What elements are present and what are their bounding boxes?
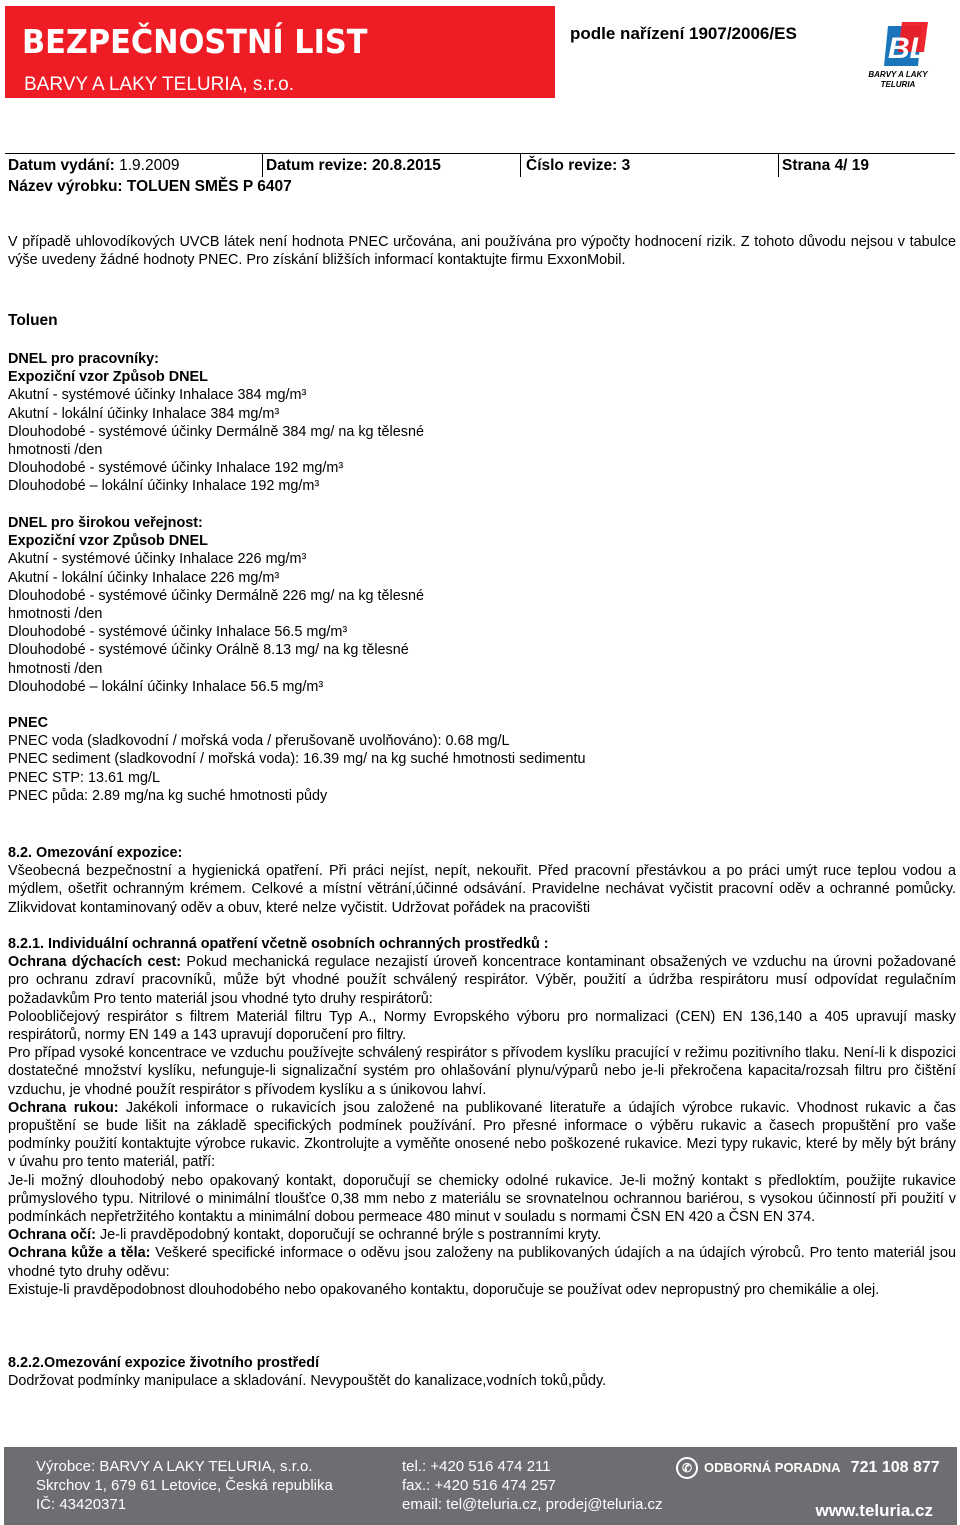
- logo-line2: TELURIA: [880, 80, 916, 89]
- hand-label: Ochrana rukou:: [8, 1099, 119, 1116]
- section-8-2-2: [8, 1354, 956, 1390]
- section-8-2: [8, 844, 956, 917]
- revision-number: [526, 157, 630, 175]
- pnec-line: PNEC voda (sladkovodní / mořská voda / přerušovaně uvolňováno): 0.68 mg/L: [8, 733, 510, 750]
- skin-label: Ochrana kůže a těla:: [8, 1245, 151, 1262]
- dnel-line: hmotnosti /den: [8, 660, 103, 677]
- document-footer: [4, 1447, 957, 1525]
- section-8-2-2-heading: 8.2.2.Omezování expozice životního prostředí: [8, 1355, 320, 1371]
- advice-line: [676, 1457, 951, 1479]
- hand-text-2: Je-li možný dlouhodobý nebo opakovaný kontakt, doporučují se chemicky odolné rukavice. Je-li možný kontakt s předloktím, použijte rukavice průmyslového typu. Nitrilové o minimální tloušťce 0,38 mm nebo z materiálu se srovnatelnou ochrannou bariérou, s vysokou účinností při použití v podmínkách nepřetržitého kontaktu a minimální dobou permeace 480 minut v souladu s normami ČSN EN 420 a ČSN EN 374.: [8, 1172, 956, 1226]
- hand-text: Jakékoli informace o rukavicích jsou založené na publikované literatuře a údajích výrobce rukavic. Vhodnost rukavic a čas propuštění se bude lišit na základě specifických podmínek používání. Pro přesné informace o výběru rukavic a časech propuštění pro vaše podmínky použití kontaktujte výrobce rukavic. Zkontrolujte a vyměňte onosené nebo poškozené rukavice. Mezi typy rukavic, které by měly být brány v úvahu pro tento materiál, patří:: [8, 1099, 956, 1171]
- dnel-line: Akutní - lokální účinky Inhalace 384 mg/m³: [8, 405, 280, 422]
- pnec-line: PNEC STP: 13.61 mg/L: [8, 769, 160, 786]
- section-8-2-2-text: Dodržovat podmínky manipulace a skladování. Nevypouštět do kanalizace,vodních toků,půdy.: [8, 1373, 607, 1390]
- pnec-line: PNEC půda: 2.89 mg/na kg suché hmotnosti půdy: [8, 787, 328, 804]
- footer-fax: fax.: +420 516 474 257: [402, 1477, 556, 1494]
- product-value: TOLUEN SMĚS P 6407: [126, 178, 292, 195]
- header-company: BARVY A LAKY TELURIA, s.r.o.: [24, 74, 295, 95]
- dnel-line: Akutní - systémové účinky Inhalace 384 mg/m³: [8, 387, 307, 404]
- dnel-line: Dlouhodobé - systémové účinky Orálně 8.13 mg/ na kg tělesné: [8, 642, 409, 659]
- footer-contact-info: [402, 1457, 663, 1514]
- skin-protection: [8, 1244, 956, 1280]
- document-header: [0, 0, 960, 112]
- eye-text: Je-li pravděpodobný kontakt, doporučují se ochranné brýle s postranními kryty.: [95, 1227, 602, 1244]
- skin-text: Veškeré specifické informace o oděvu jsou založeny na publikovaných údajích a na údajích výrobců. Pro tento materiál jsou vhodné tyto druhy oděvu:: [8, 1245, 957, 1280]
- dnel-line: Akutní - lokální účinky Inhalace 226 mg/m³: [8, 569, 280, 586]
- svg-text:BL: BL: [888, 32, 928, 65]
- respiratory-text-3: Pro případ vysoké koncentrace ve vzduchu používejte schválený respirátor s přívodem kyslíku pracující v režimu pozitivního tlaku. Není-li k dispozici dostatečné množství kyslíku, nefunguje-li signalizační systém pro ohlašování plynu/výparů nebo je-li překročena kapacita/rozsah filtru pro čištění vzduchu, je vhodné použít respirátor s přívodem kyslíku a s únikovou lahví.: [8, 1045, 956, 1098]
- footer-email: email: tel@teluria.cz, prodej@teluria.cz: [402, 1496, 663, 1513]
- page-number: [782, 157, 869, 175]
- section-8-2-1: [8, 935, 956, 1299]
- intro-paragraph: V případě uhlovodíkových UVCB látek není hodnota PNEC určována, ani používána pro výpočty hodnocení rizik. Z tohoto důvodu nejsou v tabulce výše uvedeny žádné hodnoty PNEC. Pro získání bližších informací kontaktujte firmu ExxonMobil.: [8, 234, 956, 269]
- section-8-2-text: Všeobecná bezpečnostní a hygienická opatření. Při práci nejíst, nepít, nekouřit. Před pracovní přestávkou a po práci umýt ruce teplou vodou a mýdlem, ošetřit ochranným krémem. Celkové a místní větrání,účinné odsávání. Pravidelne nechávat vyčistit pracovní oděv a ochranné pomůcky. Zlikvidovat kontaminovaný oděv a obuv, které nelze vyčistit. Udržovat pořádek na pracovišti: [8, 863, 956, 916]
- dnel-line: Dlouhodobé - systémové účinky Inhalace 192 mg/m³: [8, 460, 344, 477]
- revision-number-value: 3: [621, 157, 631, 174]
- revision-date-label: Datum revize:: [266, 157, 368, 174]
- dnel-line: Dlouhodobé - systémové účinky Dermálně 226 mg/ na kg tělesné: [8, 587, 424, 604]
- dnel-line: Dlouhodobé – lokální účinky Inhalace 192 mg/m³: [8, 478, 320, 495]
- section-8-2-1-heading: 8.2.1. Individuální ochranná opatření včetně osobních ochranných prostředků :: [8, 936, 549, 952]
- product-name: [8, 178, 292, 196]
- dnel-line: Akutní - systémové účinky Inhalace 226 mg/m³: [8, 551, 307, 568]
- skin-text-2: Existuje-li pravděpodobnost dlouhodobého nebo opakovaného kontaktu, doporučuje se používat odev nepropustný pro chemikálie a olej.: [8, 1281, 880, 1298]
- substance-heading: Toluen: [8, 312, 58, 329]
- eye-label: Ochrana očí:: [8, 1227, 96, 1244]
- phone-icon: ✆: [676, 1457, 698, 1479]
- hand-protection: [8, 1099, 956, 1172]
- revision-date-value: 20.8.2015: [371, 157, 441, 174]
- advice-label: ODBORNÁ PORADNA: [704, 1459, 841, 1475]
- info-divider: [262, 153, 263, 177]
- footer-tel: tel.: +420 516 474 211: [402, 1458, 551, 1475]
- dnel-public-heading: DNEL pro širokou veřejnost:: [8, 515, 203, 531]
- pnec-line: PNEC sediment (sladkovodní / mořská voda): 16.39 mg/ na kg suché hmotnosti sedimentu: [8, 751, 586, 768]
- pnec-heading: PNEC: [8, 715, 48, 731]
- footer-manufacturer: Výrobce: BARVY A LAKY TELURIA, s.r.o.: [36, 1458, 313, 1475]
- pnec-section: [8, 714, 956, 805]
- footer-advice: [676, 1453, 951, 1519]
- eye-protection: [8, 1226, 956, 1244]
- dnel-line: Dlouhodobé - systémové účinky Inhalace 56.5 mg/m³: [8, 624, 348, 641]
- advice-phone: 721 108 877: [850, 1458, 940, 1476]
- respiratory-text-2: Poloobličejový respirátor s filtrem Materiál filtru Typ A., Normy Evropského výboru pro normalizaci (CEN) EN 136,140 a 405 upravují masky respirátorů, normy EN 149 a 143 upravují doporučení pro filtry.: [8, 1008, 956, 1044]
- info-divider: [520, 153, 521, 177]
- info-divider: [778, 153, 779, 177]
- dnel-public-subheading: Expoziční vzor Způsob DNEL: [8, 533, 208, 550]
- footer-address: Skrchov 1, 679 61 Letovice, Česká republika: [36, 1477, 333, 1494]
- logo-caption: [856, 70, 940, 90]
- footer-ico: IČ: 43420371: [36, 1496, 127, 1513]
- issue-date-label: Datum vydání:: [8, 157, 115, 174]
- dnel-line: Dlouhodobé - systémové účinky Dermálně 384 mg/ na kg tělesné: [8, 423, 424, 440]
- issue-date: [8, 157, 179, 175]
- respiratory-label: Ochrana dýchacích cest:: [8, 954, 182, 971]
- section-8-2-heading: 8.2. Omezování expozice:: [8, 845, 183, 861]
- dnel-workers-heading: DNEL pro pracovníky:: [8, 351, 159, 367]
- dnel-line: hmotnosti /den: [8, 606, 103, 623]
- document-title: BEZPEČNOSTNÍ LIST: [22, 22, 368, 61]
- revision-date: [266, 157, 441, 175]
- dnel-line: hmotnosti /den: [8, 442, 103, 459]
- dnel-line: Dlouhodobé – lokální účinky Inhalace 56.5 mg/m³: [8, 678, 324, 695]
- page-value: 4/ 19: [834, 157, 870, 174]
- respiratory-protection: [8, 953, 956, 1008]
- dnel-public-section: [8, 514, 956, 696]
- footer-company-info: [36, 1457, 333, 1514]
- page-label: Strana: [782, 157, 831, 174]
- logo-line1: BARVY A LAKY: [868, 70, 928, 79]
- respiratory-text: Pokud mechanická regulace nezajistí úroveň koncentrace kontaminant obsažených ve vzduchu na úrovni požadované pro ochranu zdraví pracovníků, může být vhodné použít schválený respirátor. Výběr, použití a údržba respirátoru musí odpovídat regulačním požadavkům Pro tento materiál jsou vhodné tyto druhy respirátorů:: [8, 954, 956, 1007]
- product-label: Název výrobku:: [8, 178, 123, 195]
- dnel-workers-subheading: Expoziční vzor Způsob DNEL: [8, 369, 208, 386]
- regulation-label: podle nařízení 1907/2006/ES: [570, 24, 797, 43]
- footer-website: www.teluria.cz: [815, 1501, 933, 1520]
- issue-date-value: 1.9.2009: [119, 157, 180, 174]
- revision-number-label: Číslo revize:: [526, 157, 618, 174]
- dnel-workers-section: [8, 350, 956, 496]
